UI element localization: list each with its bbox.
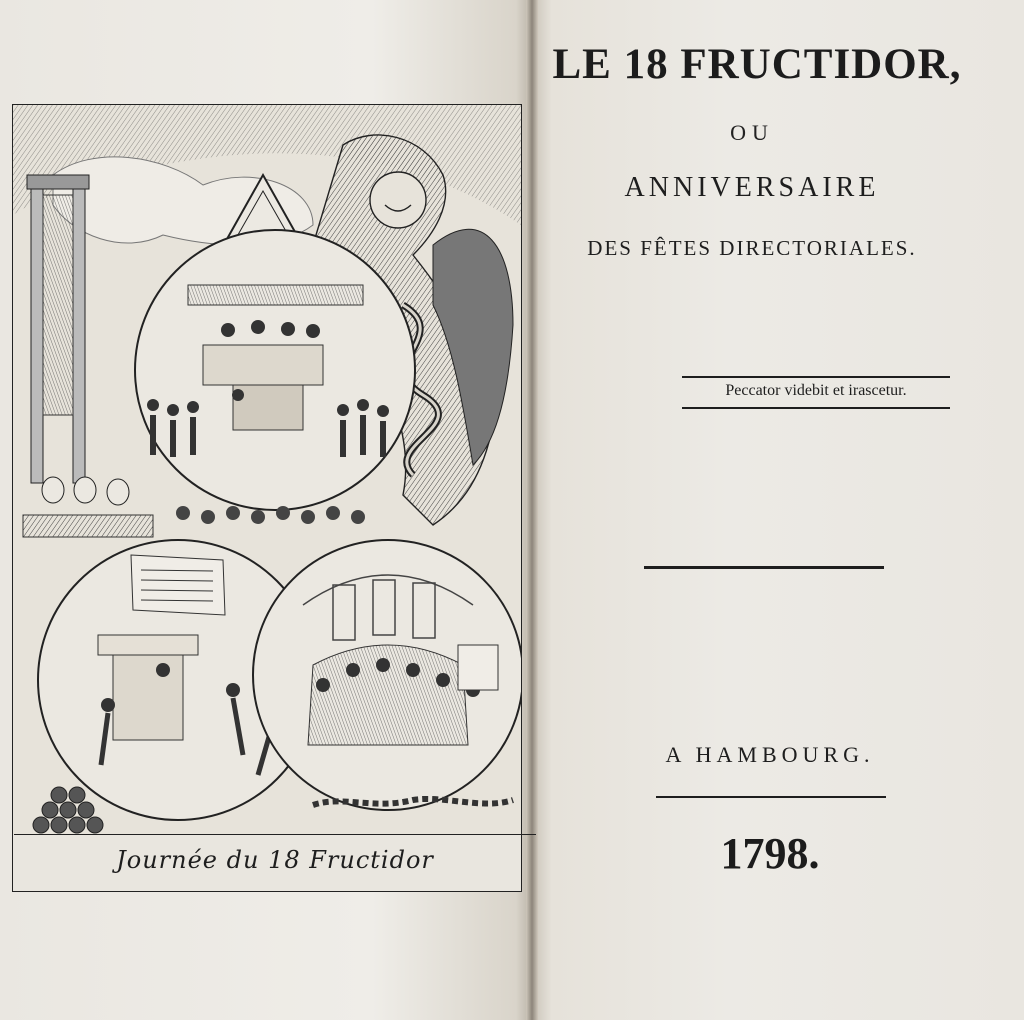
divider-rule [644,566,884,569]
engraving-illustration [13,105,521,835]
epigraph: Peccator videbit et irascetur. [725,382,907,399]
book-title: LE 18 FRUCTIDOR, [552,41,962,88]
imprint-year: 1798. [720,829,820,878]
imprint-rule [656,796,886,798]
subtitle-line-1: ANNIVERSAIRE [624,172,880,203]
engraving-caption: Journée du 18 Fructidor [14,834,536,885]
frontispiece-engraving [12,104,522,892]
title-connector: OU [730,120,774,145]
epigraph-rule-bottom [682,407,950,409]
epigraph-rule-top [682,376,950,378]
imprint-place: A HAMBOURG. [665,742,875,767]
subtitle-line-2: DES FÊTES DIRECTORIALES. [587,236,917,260]
